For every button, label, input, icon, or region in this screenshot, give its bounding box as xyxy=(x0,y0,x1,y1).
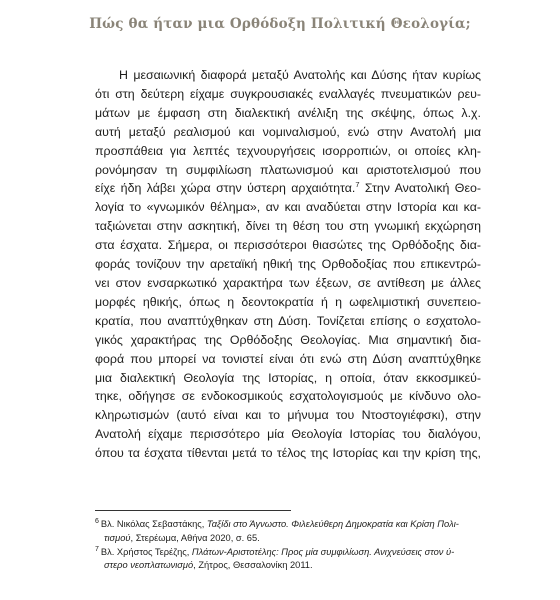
body-line: προσπάθεια για λεπτές τεχνουργήσεις ισορροπιών, οι οποίες κλη- xyxy=(95,143,481,158)
footnote-line xyxy=(95,518,481,532)
body-line: τηκε, οδήγησε σε ενδοκοσμικούς εσχατολογισμούς με κίνδυνο ολο- xyxy=(95,389,481,404)
footnote-line xyxy=(95,559,481,573)
running-header: Πώς θα ήταν μια Ορθόδοξη Πολιτική Θεολογία; xyxy=(89,16,471,32)
body-paragraph xyxy=(95,66,481,463)
footnote-7 xyxy=(95,546,481,574)
body-line: Η μεσαιωνική διαφορά μεταξύ Ανατολής και Δύσης ήταν κυρίως xyxy=(119,68,481,82)
footnote-divider xyxy=(95,510,291,511)
body-line: κρατία, που αναπτύχθηκαν στη Δύση. Τονίζεται επίσης ο εσχατολο- xyxy=(95,313,481,328)
footnote-citation: Βλ. Χρήστος Τερέζης, xyxy=(100,546,192,557)
footnote-6 xyxy=(95,518,481,546)
body-line: φορά που μπορεί να τονιστεί είναι ότι ενώ στη Δύση αναπτύχθηκε xyxy=(95,351,481,366)
footnote-title: τισμού xyxy=(104,532,131,543)
body-line: λογία το «γνωμικόν θέλημα», αν και αναδύεται στην Ιστορία και κα- xyxy=(95,200,481,215)
footnote-title: Ταξίδι στο Άγνωστο. Φιλελεύθερη Δημοκρατία και Κρίση Πολι- xyxy=(206,519,459,529)
body-line: γικός χαρακτήρας της Ορθόδοξης Θεολογίας. Μια σημαντική δια- xyxy=(95,332,481,347)
body-line: κληρωτισμών (αυτό είναι και το μήνυμα του Ντοστογιέφσκι), στην xyxy=(95,408,481,423)
body-line: ταξιώνεται στην ασκητική, δίνει τη θέση του στη γνωμική εκχώρηση xyxy=(95,219,481,234)
footnote-line xyxy=(95,546,481,560)
footnote-line xyxy=(95,532,481,546)
body-line-text: είχε ήδη λάβει χώρα στην ύστερη αρχαιότητα. xyxy=(95,181,356,196)
footnotes xyxy=(95,518,481,573)
body-line: νει στον ενσαρκωτικό χαρακτήρα των έξεων, σε αντίθεση με άλλες xyxy=(95,275,481,290)
body-line: στα έσχατα. Σήμερα, οι περισσότεροι θιασώτες της Ορθόδοξης δια- xyxy=(95,238,481,253)
footnote-publisher: , Στερέωμα, Αθήνα 2020, σ. 65. xyxy=(130,532,260,543)
footnote-ref-7[interactable]: 7 xyxy=(355,180,360,190)
body-line: ρονόμησαν τη συμφιλίωση πλατωνισμού και αριστοτελισμού που xyxy=(95,162,481,177)
footnote-title: στερο νεοπλατωνισμό xyxy=(104,560,194,571)
body-line-tail: Στην Ανατολική Θεο- xyxy=(359,181,481,196)
footnote-title: Πλάτων-Αριστοτέλης: Προς μία συμφιλίωση. Ανιχνεύσεις στον ύ- xyxy=(191,546,455,557)
footnote-number: 7 xyxy=(95,545,99,553)
body-line-with-ref xyxy=(95,179,481,198)
footnote-number: 6 xyxy=(95,517,99,525)
body-line: ότι στη δεύτερη είχαμε συγκρουσιακές εναλλαγές πνευματικών ρευ- xyxy=(95,86,481,101)
body-line: φοράς τονίζουν την αρεταϊκή ηθική της Ορθοδοξίας που επικεντρώ- xyxy=(95,257,481,272)
footnote-publisher: , Ζήτρος, Θεσσαλονίκη 2011. xyxy=(193,560,313,571)
body-line: μορφές ηθικής, όπως η δεοντοκρατία ή η ωφελιμιστική συνεπειο- xyxy=(95,294,481,309)
body-line: αυτή μεταξύ ρεαλισμού και νομιναλισμού, ενώ στην Ανατολή μια xyxy=(95,124,481,139)
footnote-citation: Βλ. Νικόλας Σεβαστάκης, xyxy=(100,519,207,529)
body-line: όπου τα έσχατα τίθενται μετά το τέλος της Ιστορίας και την κρίση της, xyxy=(95,446,481,461)
body-line: Ανατολή είχαμε περισσότερο μία Θεολογία Ιστορίας του διαλόγου, xyxy=(95,427,481,442)
body-line: μάτων με έμφαση στη διαλεκτική ανέλιξη της σκέψης, όπως λ.χ. xyxy=(95,105,481,120)
body-line: μια διαλεκτική Θεολογία της Ιστορίας, η οποία, όταν εκκοσμικεύ- xyxy=(95,370,481,385)
